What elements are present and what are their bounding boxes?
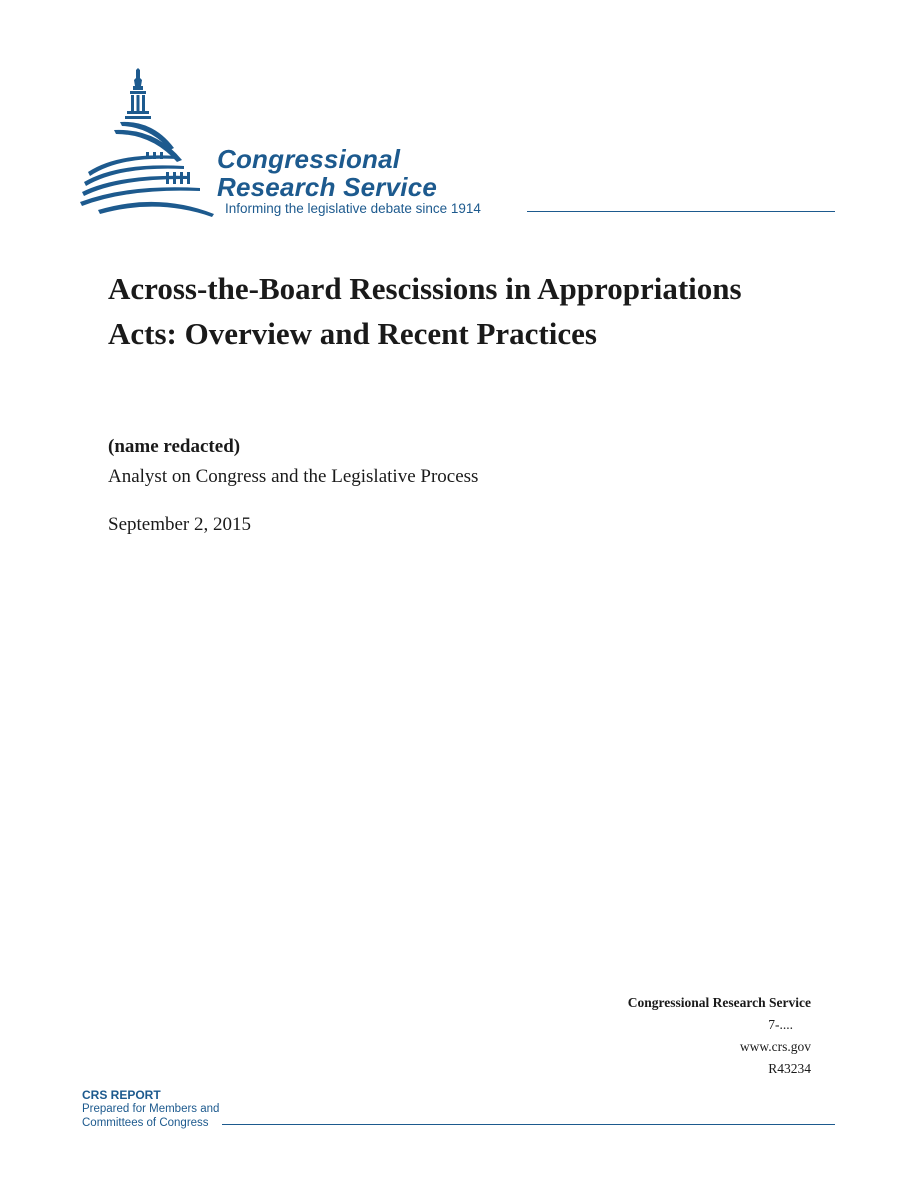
- footer-report-id: R43234: [768, 1061, 811, 1076]
- crs-report-block: [82, 1088, 219, 1130]
- footer-number: 7-....: [768, 1017, 793, 1032]
- brand-name: [217, 145, 437, 201]
- brand-name-line2: Research Service: [217, 172, 438, 202]
- crs-report-label: CRS REPORT: [82, 1088, 161, 1102]
- brand-tagline: Informing the legislative debate since 1914: [225, 201, 481, 216]
- prepared-line-2: Committees of Congress: [82, 1117, 209, 1129]
- capitol-dome-icon: [78, 64, 238, 224]
- report-date: September 2, 2015: [108, 514, 252, 535]
- footer-website: www.crs.gov: [739, 1039, 811, 1054]
- header-divider: [527, 211, 835, 212]
- brand-name-line1: Congressional: [217, 144, 401, 174]
- footer-organization: Congressional Research Service: [627, 995, 811, 1010]
- author-role: Analyst on Congress and the Legislative Process: [108, 466, 479, 487]
- footer-info: [628, 992, 811, 1080]
- prepared-line-1: Prepared for Members and: [82, 1103, 220, 1115]
- report-author: (name redacted): [108, 436, 241, 457]
- footer-divider: [222, 1124, 835, 1125]
- report-title: Across-the-Board Rescissions in Appropriations Acts: Overview and Recent Practices: [108, 271, 742, 351]
